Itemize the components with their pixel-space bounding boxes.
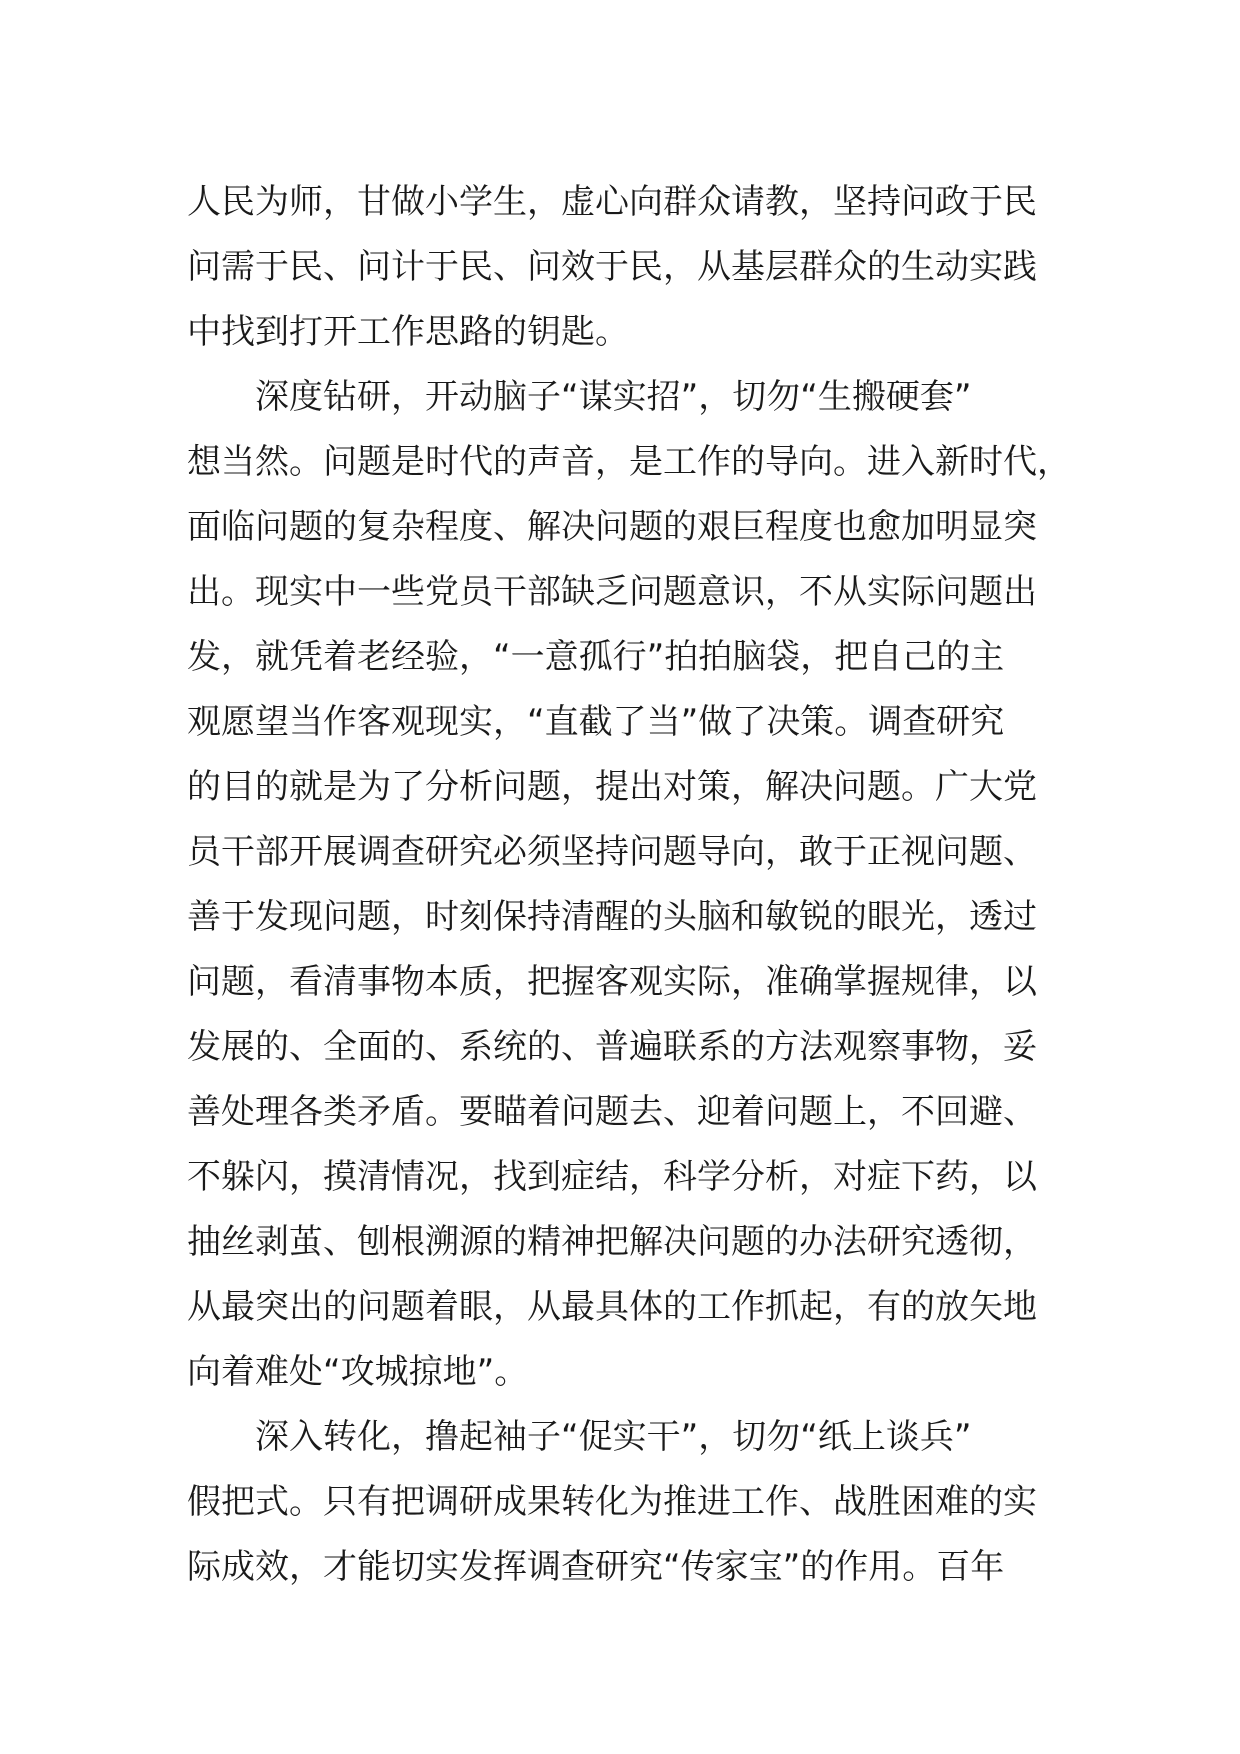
- text-line: 员干部开展调查研究必须坚持问题导向，敢于正视问题、: [187, 832, 1037, 872]
- text-line: 善处理各类矛盾。要瞄着问题去、迎着问题上，不回避、: [187, 1092, 1037, 1132]
- text-line: 中找到打开工作思路的钥匙。: [187, 312, 629, 352]
- text-line: 问题，看清事物本质，把握客观实际，准确掌握规律，以: [187, 962, 1037, 1002]
- text-line: 不躲闪，摸清情况，找到症结，科学分析，对症下药，以: [187, 1157, 1037, 1197]
- text-line: 人民为师，甘做小学生，虚心向群众请教，坚持问政于民: [187, 182, 1037, 222]
- text-line: 发，就凭着老经验，“一意孤行”拍拍脑袋，把自己的主: [187, 637, 1005, 677]
- text-line: 的目的就是为了分析问题，提出对策，解决问题。广大党: [187, 767, 1037, 807]
- text-line: 善于发现问题，时刻保持清醒的头脑和敏锐的眼光，透过: [187, 897, 1037, 937]
- text-line: 面临问题的复杂程度、解决问题的艰巨程度也愈加明显突: [187, 507, 1037, 547]
- text-line: 从最突出的问题着眼，从最具体的工作抓起，有的放矢地: [187, 1287, 1037, 1327]
- text-line: 际成效，才能切实发挥调查研究“传家宝”的作用。百年: [187, 1547, 1005, 1587]
- text-line: 问需于民、问计于民、问效于民，从基层群众的生动实践: [187, 247, 1037, 287]
- text-line: 向着难处“攻城掠地”。: [187, 1352, 529, 1392]
- text-line: 想当然。问题是时代的声音，是工作的导向。进入新时代，: [187, 442, 1071, 482]
- text-line: 假把式。只有把调研成果转化为推进工作、战胜困难的实: [187, 1482, 1037, 1522]
- paragraph-heading-line: 深入转化，撸起袖子“促实干”，切勿“纸上谈兵”: [255, 1417, 972, 1457]
- text-line: 观愿望当作客观现实，“直截了当”做了决策。调查研究: [187, 702, 1005, 742]
- paragraph-heading-line: 深度钻研，开动脑子“谋实招”，切勿“生搬硬套”: [255, 377, 972, 417]
- text-line: 发展的、全面的、系统的、普遍联系的方法观察事物，妥: [187, 1027, 1037, 1067]
- text-line: 出。现实中一些党员干部缺乏问题意识，不从实际问题出: [187, 572, 1037, 612]
- body-text: [187, 170, 1087, 1600]
- text-line: 抽丝剥茧、刨根溯源的精神把解决问题的办法研究透彻，: [187, 1222, 1037, 1262]
